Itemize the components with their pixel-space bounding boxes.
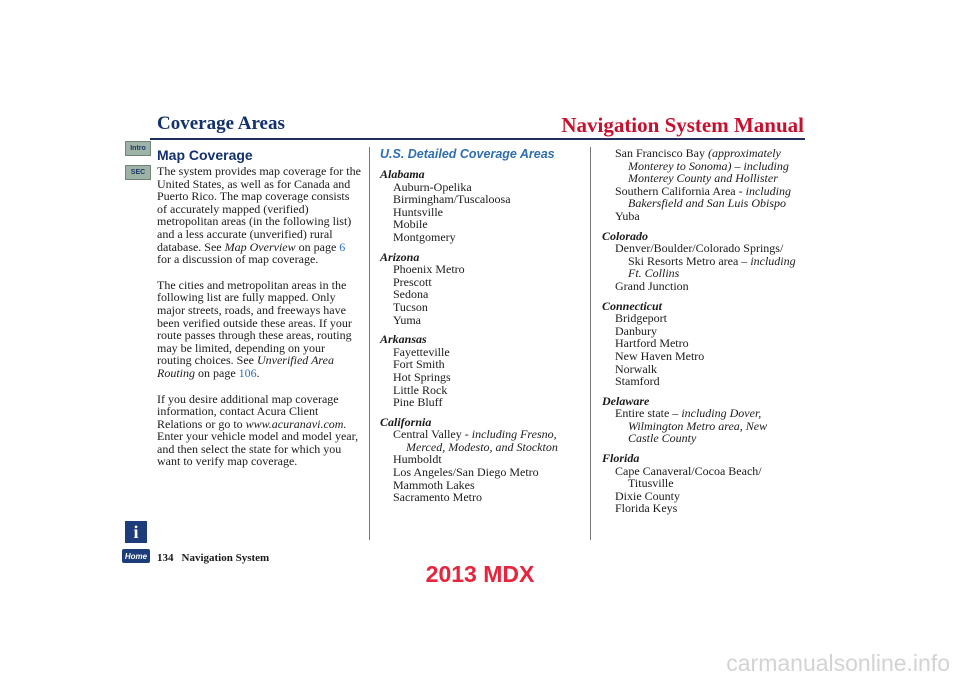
list-item: Birmingham/Tuscaloosa	[393, 192, 511, 207]
map-coverage-heading: Map Coverage	[157, 147, 253, 163]
column-divider	[369, 147, 370, 540]
list-item-text: Entire state –	[615, 406, 682, 421]
list-item: Bridgeport	[615, 311, 667, 326]
contact-paragraph	[157, 393, 362, 469]
list-item: Yuba	[615, 208, 640, 223]
page-number: 134	[157, 552, 174, 564]
list-item-note: Castle County	[628, 431, 697, 446]
list-item-note: Bakersfield and San Luis Obispo	[628, 196, 786, 211]
list-item: Phoenix Metro	[393, 262, 465, 277]
intro-column	[157, 147, 362, 481]
list-item-note: Merced, Modesto, and Stockton	[406, 439, 558, 454]
list-item: Mammoth Lakes	[393, 477, 475, 492]
map-overview-ref: Map Overview	[224, 239, 296, 254]
list-item: Humboldt	[393, 452, 442, 467]
paragraph-text: on page	[295, 239, 340, 254]
column-divider	[590, 147, 591, 540]
list-item: Tucson	[393, 299, 428, 314]
list-item-text: Southern California Area -	[615, 183, 746, 198]
sec-tab[interactable]: SEC	[125, 165, 151, 180]
watermark: carmanualsonline.info	[726, 650, 950, 676]
list-item: Dixie County	[615, 488, 680, 503]
list-item-note: including Fresno,	[471, 427, 557, 442]
list-item: Stamford	[615, 374, 660, 389]
coverage-column-1	[380, 147, 580, 511]
list-item: Little Rock	[393, 382, 448, 397]
state-group-florida	[602, 452, 802, 515]
state-group-connecticut	[602, 300, 802, 388]
list-item	[615, 147, 802, 160]
intro-tab[interactable]: Intro	[125, 141, 151, 156]
list-item-note: including Dover,	[681, 406, 762, 421]
list-item: Mobile	[393, 217, 428, 232]
home-icon[interactable]: Home	[122, 549, 150, 563]
list-item: Yuma	[393, 312, 421, 327]
list-item	[393, 428, 580, 441]
model-label: 2013 MDX	[425, 561, 535, 587]
list-item: Fayetteville	[393, 344, 450, 359]
list-item: Montgomery	[393, 229, 456, 244]
paragraph-text: The system provides map coverage for the United States, as well as for Canada and Puerto Rico. The map coverage consists of accurately mapped (verified) metropolitan areas (in the following list) and a less accurate (unverified) rural database. See	[157, 164, 361, 254]
list-item: Fort Smith	[393, 357, 445, 372]
list-item-text: San Francisco Bay	[615, 146, 708, 160]
coverage-paragraph	[157, 165, 362, 266]
list-item: Norwalk	[615, 361, 657, 376]
state-group-alabama	[380, 168, 580, 244]
list-item: Hartford Metro	[615, 336, 689, 351]
state-name: Delaware	[602, 393, 650, 408]
list-item: Auburn-Opelika	[393, 179, 472, 194]
list-item-text: Ski Resorts Metro area –	[628, 253, 751, 268]
list-item-note: Wilmington Metro area, New	[628, 418, 768, 433]
state-name: Florida	[602, 451, 640, 466]
paragraph-text: for a discussion of map coverage.	[157, 252, 319, 267]
unverified-routing-ref: Unverified Area Routing	[157, 353, 334, 380]
paragraph-text: If you desire additional map coverage information, contact Acura Client Relations or go to	[157, 391, 339, 431]
list-item: Huntsville	[393, 204, 443, 219]
list-item	[615, 407, 802, 420]
list-item: Sedona	[393, 287, 429, 302]
us-coverage-heading: U.S. Detailed Coverage Areas	[380, 147, 555, 161]
list-item: New Haven Metro	[615, 348, 705, 363]
coverage-column-2	[602, 147, 802, 522]
page-link-6[interactable]: 6	[339, 239, 346, 254]
list-item: Prescott	[393, 274, 432, 289]
state-name: Alabama	[380, 167, 425, 181]
state-group-colorado	[602, 230, 802, 293]
list-item: Titusville	[628, 476, 674, 491]
paragraph-text: Enter your vehicle model and model year, and then select the state for which you want to verify map coverage.	[157, 429, 359, 469]
list-item-note: Ft. Collins	[628, 266, 680, 281]
manual-title: Navigation System Manual	[561, 113, 804, 137]
state-group-arkansas	[380, 333, 580, 409]
state-group-arizona	[380, 251, 580, 327]
list-item: Denver/Boulder/Colorado Springs/	[615, 241, 784, 256]
list-item: Pine Bluff	[393, 395, 443, 410]
list-item-note: including	[745, 183, 791, 198]
list-item: Danbury	[615, 323, 657, 338]
list-item-text: Central Valley -	[393, 427, 472, 442]
list-item: Florida Keys	[615, 501, 678, 516]
list-item-note: including	[750, 253, 796, 268]
mapped-cities-paragraph	[157, 279, 362, 380]
list-item: Sacramento Metro	[393, 490, 482, 505]
state-group-california	[380, 416, 580, 504]
list-item-note: (approximately	[707, 146, 781, 160]
page-link-106[interactable]: 106	[238, 365, 257, 380]
state-name: California	[380, 414, 432, 429]
paragraph-text: .	[256, 365, 260, 380]
section-title: Coverage Areas	[157, 113, 285, 134]
list-item: Hot Springs	[393, 369, 451, 384]
state-name: Connecticut	[602, 298, 663, 313]
state-name: Arizona	[380, 249, 420, 264]
list-item-note: Monterey to Sonoma) – including	[628, 158, 789, 173]
list-item: Los Angeles/San Diego Metro	[393, 465, 539, 480]
header-divider	[150, 138, 805, 140]
footer-label: Navigation System	[181, 552, 270, 564]
list-item: Cape Canaveral/Cocoa Beach/	[615, 463, 762, 478]
website-reference: www.acuranavi.com.	[245, 416, 347, 431]
state-name: Arkansas	[380, 332, 427, 347]
info-icon[interactable]: i	[125, 521, 147, 543]
list-item-note: Monterey County and Hollister	[628, 171, 778, 186]
state-name: Colorado	[602, 228, 649, 243]
list-item: Grand Junction	[615, 278, 689, 293]
state-group-delaware	[602, 395, 802, 445]
paragraph-text: on page	[195, 365, 239, 380]
paragraph-text: The cities and metropolitan areas in the following list are fully mapped. Only major streets, roads, and freeways have been verified outside these areas. If your route passes through these areas, routing may be limited, depending on your routing choices. See	[157, 277, 352, 368]
